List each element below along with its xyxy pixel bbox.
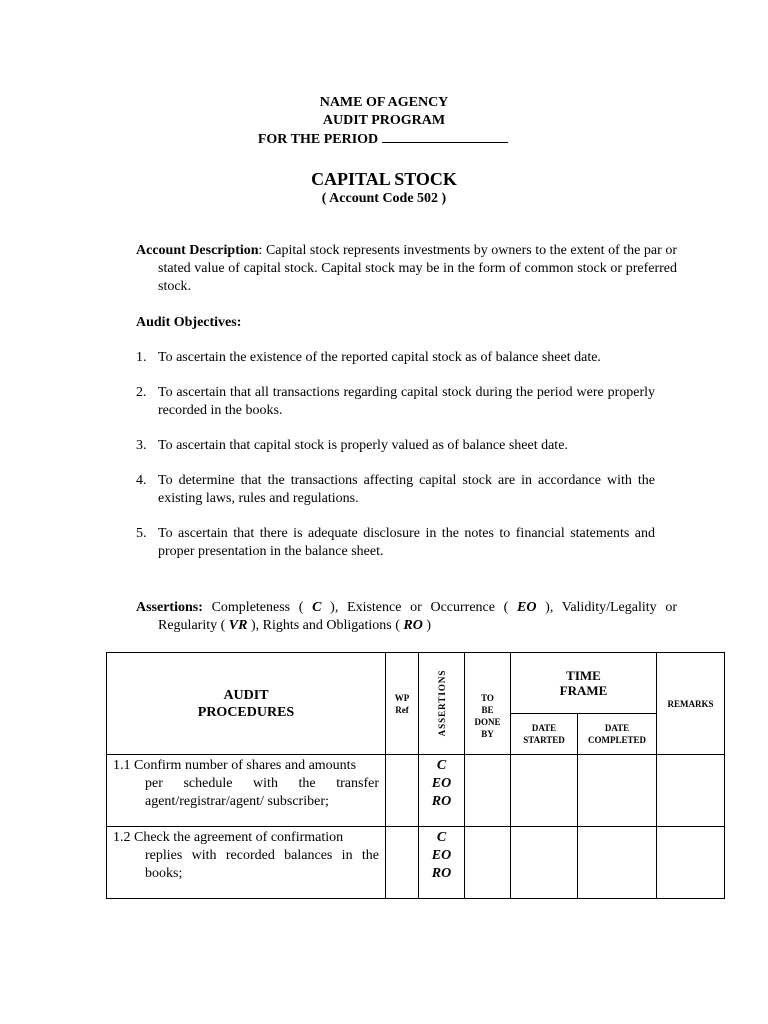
objective-item: 2. To ascertain that all transactions regarding capital stock during the period were properly recorded in the books.: [136, 385, 655, 418]
objectives-list: [136, 349, 655, 578]
account-description-text: : Capital stock represents investments by owners to the extent of the par or stated value of capital stock. Capital stock may be in the form of common stock or preferred stock.: [158, 243, 677, 294]
date-completed-cell: [578, 827, 657, 899]
program-title: AUDIT PROGRAM: [322, 113, 446, 128]
assertions-header: ASSERTIONS: [419, 653, 465, 755]
procedure-cell: 1.1 Confirm number of shares and amounts per schedule with the transfer agent/registrar/agent/ subscriber;: [107, 755, 386, 827]
wp-ref-cell: [386, 827, 419, 899]
objective-item: 3. To ascertain that capital stock is properly valued as of balance sheet date.: [136, 438, 568, 453]
agency-name: NAME OF AGENCY: [319, 95, 449, 110]
period-label: FOR THE PERIOD: [257, 132, 379, 147]
account-code: ( Account Code 502 ): [321, 191, 447, 206]
table-row: [107, 755, 725, 827]
account-description-label: Account Description: [136, 243, 259, 258]
assertion-code: VR: [228, 618, 248, 633]
objectives-heading: Audit Objectives:: [136, 315, 242, 330]
period-line: [0, 130, 767, 149]
remarks-header: REMARKS: [657, 653, 725, 755]
objective-item: 1. To ascertain the existence of the reported capital stock as of balance sheet date.: [136, 350, 601, 365]
date-started-header: DATE STARTED: [511, 714, 578, 755]
remarks-cell: [657, 827, 725, 899]
account-description: [136, 242, 677, 296]
done-by-cell: [465, 755, 511, 827]
assertions-cell: C EO RO: [419, 755, 465, 827]
assertions-label: Assertions:: [136, 600, 203, 615]
wp-ref-header: WP Ref: [386, 653, 419, 755]
document-title: CAPITAL STOCK: [311, 169, 457, 189]
table-row: [107, 827, 725, 899]
assertion-code: C: [312, 600, 322, 615]
to-be-done-by-header: TO BE DONE BY: [465, 653, 511, 755]
date-started-cell: [511, 755, 578, 827]
date-completed-cell: [578, 755, 657, 827]
assertion-code: RO: [403, 618, 423, 633]
objective-item: 5. To ascertain that there is adequate disclosure in the notes to financial statements and proper presentation in the balance sheet.: [136, 526, 655, 559]
done-by-cell: [465, 827, 511, 899]
assertions-cell: C EO RO: [419, 827, 465, 899]
audit-procedures-table: [106, 652, 725, 899]
audit-procedures-header: AUDIT PROCEDURES: [107, 653, 386, 755]
procedure-cell: 1.2 Check the agreement of confirmation replies with recorded balances in the books;: [107, 827, 386, 899]
objective-item: 4. To determine that the transactions affecting capital stock are in accordance with the existing laws, rules and regulations.: [136, 473, 655, 506]
assertions-paragraph: Assertions: Completeness ( C ), Existence or Occurrence ( EO ), Validity/Legality or Regularity ( VR ), Rights and Obligations ( RO ): [136, 600, 677, 633]
time-frame-header: TIME FRAME: [511, 653, 657, 714]
remarks-cell: [657, 755, 725, 827]
period-blank: [382, 130, 508, 143]
wp-ref-cell: [386, 755, 419, 827]
date-completed-header: DATE COMPLETED: [578, 714, 657, 755]
date-started-cell: [511, 827, 578, 899]
assertion-code: EO: [517, 600, 537, 615]
